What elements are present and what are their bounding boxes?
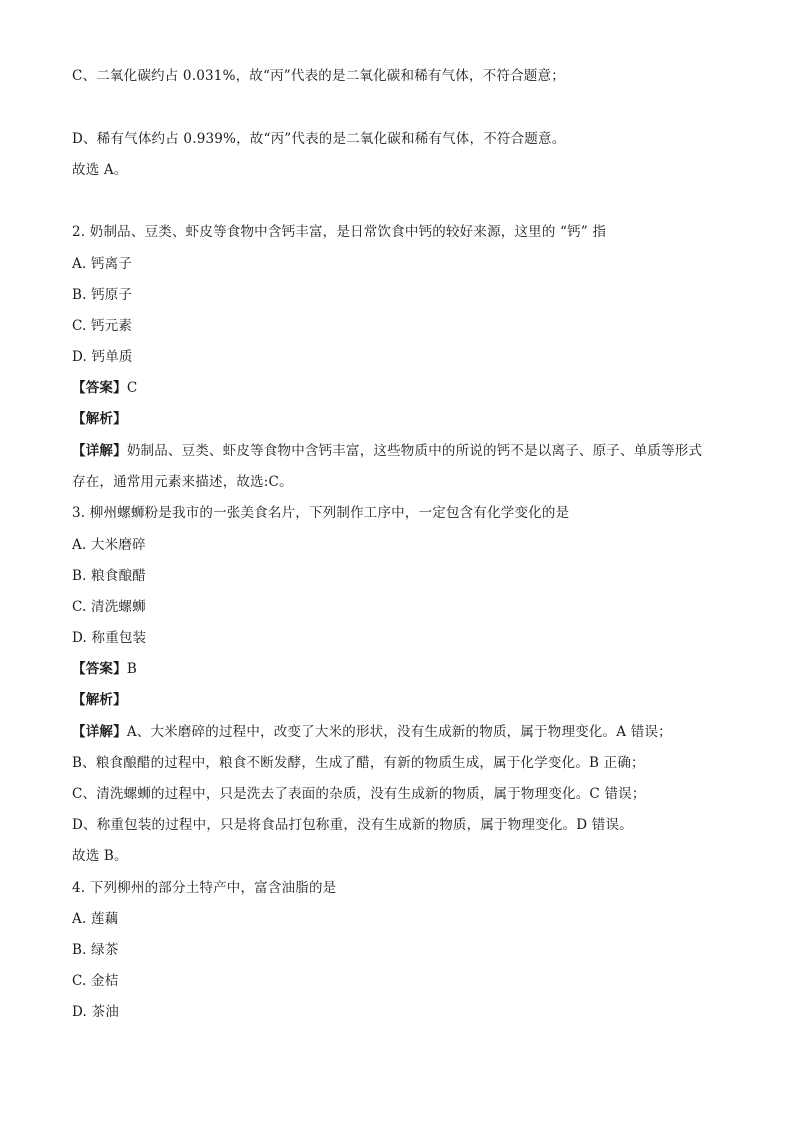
prev-conclusion: 故选 A。 bbox=[72, 162, 128, 178]
q2-option-b: B. 钙原子 bbox=[72, 287, 133, 303]
prev-explanation-d: D、稀有气体约占 0.939%，故“丙”代表的是二氧化碳和稀有气体，不符合题意。 bbox=[72, 131, 566, 147]
q3-answer bbox=[72, 659, 137, 679]
q3-option-d: D. 称重包装 bbox=[72, 630, 147, 646]
q2-stem: 2. 奶制品、豆类、虾皮等食物中含钙丰富，是日常饮食中钙的较好来源，这里的 “钙” 指 bbox=[72, 224, 607, 240]
q3-detail-a: 【详解】A、大米磨碎的过程中，改变了大米的形状，没有生成新的物质，属于物理变化。A 错误； bbox=[72, 724, 672, 740]
q4-option-a: A. 莲藕 bbox=[72, 911, 119, 927]
q3-stem: 3. 柳州螺蛳粉是我市的一张美食名片，下列制作工序中，一定包含有化学变化的是 bbox=[72, 505, 570, 521]
q4-option-c: C. 金桔 bbox=[72, 973, 119, 989]
q3-conclusion: 故选 B。 bbox=[72, 848, 128, 864]
q3-option-b: B. 粮食酿醋 bbox=[72, 568, 146, 584]
q2-detail-line-2: 存在，通常用元素来描述，故选:C。 bbox=[72, 474, 293, 490]
q2-option-a: A. 钙离子 bbox=[72, 256, 133, 272]
q3-option-c: C. 清洗螺蛳 bbox=[72, 599, 146, 615]
q3-analysis-heading: 【解析】 bbox=[72, 692, 127, 708]
q3-answer-value: B bbox=[126, 661, 137, 677]
q2-detail-line-1: 【详解】奶制品、豆类、虾皮等食物中含钙丰富，这些物质中的所说的钙不是以离子、原子、单质等形式 bbox=[72, 443, 703, 459]
q3-answer-tag: 【答案】 bbox=[72, 661, 127, 677]
q2-analysis-heading: 【解析】 bbox=[72, 411, 127, 427]
q4-stem: 4. 下列柳州的部分土特产中，富含油脂的是 bbox=[72, 880, 337, 896]
prev-explanation-c: C、二氧化碳约占 0.031%，故“丙”代表的是二氧化碳和稀有气体，不符合题意； bbox=[72, 68, 565, 84]
q4-option-d: D. 茶油 bbox=[72, 1004, 119, 1020]
q4-option-b: B. 绿茶 bbox=[72, 942, 119, 958]
q2-answer-tag: 【答案】 bbox=[72, 380, 127, 396]
q2-answer-value: C bbox=[126, 380, 138, 396]
q3-detail-b: B、粮食酿醋的过程中，粮食不断发酵，生成了醋，有新的物质生成，属于化学变化。B 正确； bbox=[72, 755, 645, 771]
q3-detail-tag: 【详解】 bbox=[72, 724, 127, 740]
q2-detail-tag: 【详解】 bbox=[72, 443, 127, 459]
q3-detail-c: C、清洗螺蛳的过程中，只是洗去了表面的杂质，没有生成新的物质，属于物理变化。C 错误； bbox=[72, 786, 646, 802]
q2-option-c: C. 钙元素 bbox=[72, 318, 133, 334]
q2-option-d: D. 钙单质 bbox=[72, 349, 133, 365]
q3-option-a: A. 大米磨碎 bbox=[72, 537, 146, 553]
q2-answer bbox=[72, 378, 137, 398]
q3-detail-d: D、称重包装的过程中，只是将食品打包称重，没有生成新的物质，属于物理变化。D 错误。 bbox=[72, 817, 633, 833]
